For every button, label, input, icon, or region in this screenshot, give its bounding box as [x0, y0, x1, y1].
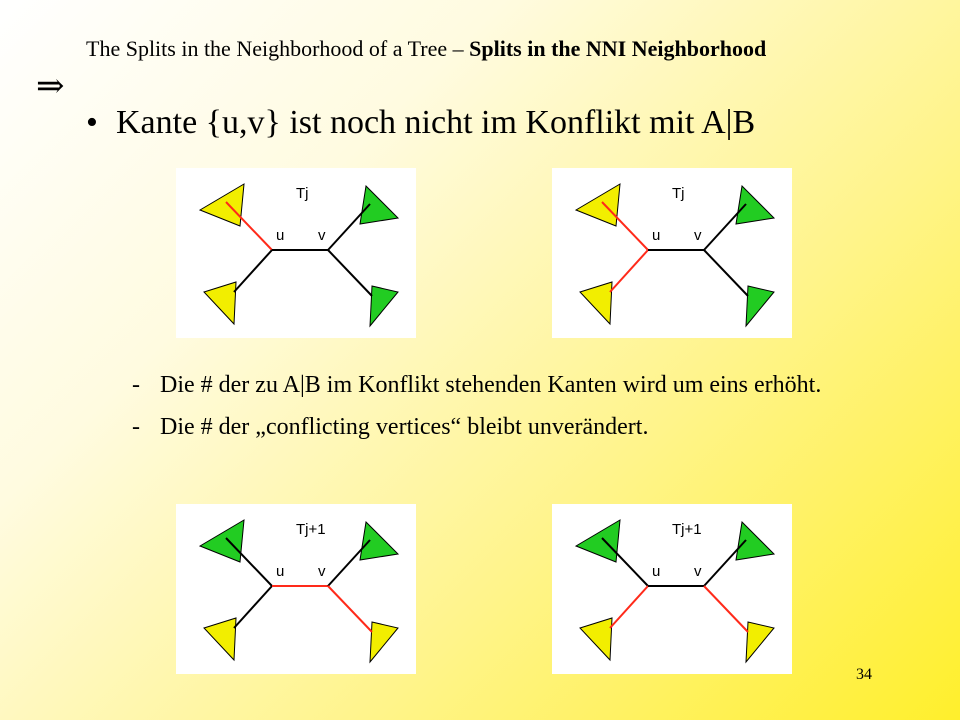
tree-diagram-3	[176, 504, 416, 674]
leaf-subtree-bottom-left	[580, 282, 612, 324]
leaf-subtree-top-left	[200, 184, 244, 226]
edge-top-left	[226, 202, 272, 250]
edge-bottom-right	[328, 250, 372, 296]
node-label-u: u	[276, 227, 285, 244]
edge-bottom-left	[234, 586, 272, 628]
node-label-v: v	[318, 563, 326, 580]
leaf-subtree-top-right	[360, 522, 398, 560]
sub-bullet-1	[132, 370, 852, 400]
tree-svg	[552, 504, 792, 674]
node-label-u: u	[276, 563, 285, 580]
leaf-subtree-top-right	[736, 522, 774, 560]
edge-bottom-left	[234, 250, 272, 292]
tree-svg	[552, 168, 792, 338]
leaf-subtree-bottom-left	[204, 618, 236, 660]
leaf-subtree-bottom-right	[746, 286, 774, 326]
leaf-subtree-bottom-right	[746, 622, 774, 662]
edge-bottom-left	[610, 250, 648, 292]
main-bullet	[86, 104, 755, 142]
node-label-v: v	[694, 563, 702, 580]
edge-top-left	[226, 538, 272, 586]
sub-bullet-text: Die # der „conflicting vertices“ bleibt unverändert.	[160, 414, 649, 440]
bullet-text: Kante {u,v} ist noch nicht im Konflikt mit A|B	[116, 104, 756, 141]
edge-top-right	[704, 204, 746, 250]
tree-label: Tj	[672, 185, 685, 202]
tree-diagram-1	[176, 168, 416, 338]
leaf-subtree-top-right	[736, 186, 774, 224]
edge-bottom-right	[328, 586, 372, 632]
header-prefix: The Splits in the Neighborhood of a Tree –	[86, 36, 470, 61]
sub-bullet-list	[132, 370, 852, 454]
node-label-v: v	[694, 227, 702, 244]
slide-header	[86, 36, 766, 62]
leaf-subtree-bottom-left	[204, 282, 236, 324]
tree-diagram-4	[552, 504, 792, 674]
bullet-dot: •	[86, 104, 98, 141]
page-number: 34	[856, 666, 872, 683]
leaf-subtree-top-left	[200, 520, 244, 562]
sub-bullet-2	[132, 412, 852, 442]
sub-bullet-text: Die # der zu A|B im Konflikt stehenden Kanten wird um eins erhöht.	[160, 372, 822, 398]
node-label-u: u	[652, 563, 661, 580]
edge-top-right	[704, 540, 746, 586]
tree-svg	[176, 168, 416, 338]
implies-icon: ⇒	[36, 68, 65, 105]
leaf-subtree-bottom-right	[370, 622, 398, 662]
tree-svg	[176, 504, 416, 674]
leaf-subtree-top-left	[576, 520, 620, 562]
edge-top-left	[602, 538, 648, 586]
header-bold: Splits in the NNI Neighborhood	[469, 36, 767, 61]
sub-bullet-dash: -	[132, 372, 140, 398]
edge-bottom-left	[610, 586, 648, 628]
tree-label: Tj+1	[296, 521, 326, 538]
node-label-u: u	[652, 227, 661, 244]
leaf-subtree-bottom-right	[370, 286, 398, 326]
sub-bullet-dash: -	[132, 414, 140, 440]
edge-top-right	[328, 540, 370, 586]
edge-bottom-right	[704, 250, 748, 296]
leaf-subtree-bottom-left	[580, 618, 612, 660]
tree-label: Tj	[296, 185, 309, 202]
edge-top-right	[328, 204, 370, 250]
tree-label: Tj+1	[672, 521, 702, 538]
leaf-subtree-top-right	[360, 186, 398, 224]
leaf-subtree-top-left	[576, 184, 620, 226]
edge-bottom-right	[704, 586, 748, 632]
node-label-v: v	[318, 227, 326, 244]
tree-diagram-2	[552, 168, 792, 338]
edge-top-left	[602, 202, 648, 250]
